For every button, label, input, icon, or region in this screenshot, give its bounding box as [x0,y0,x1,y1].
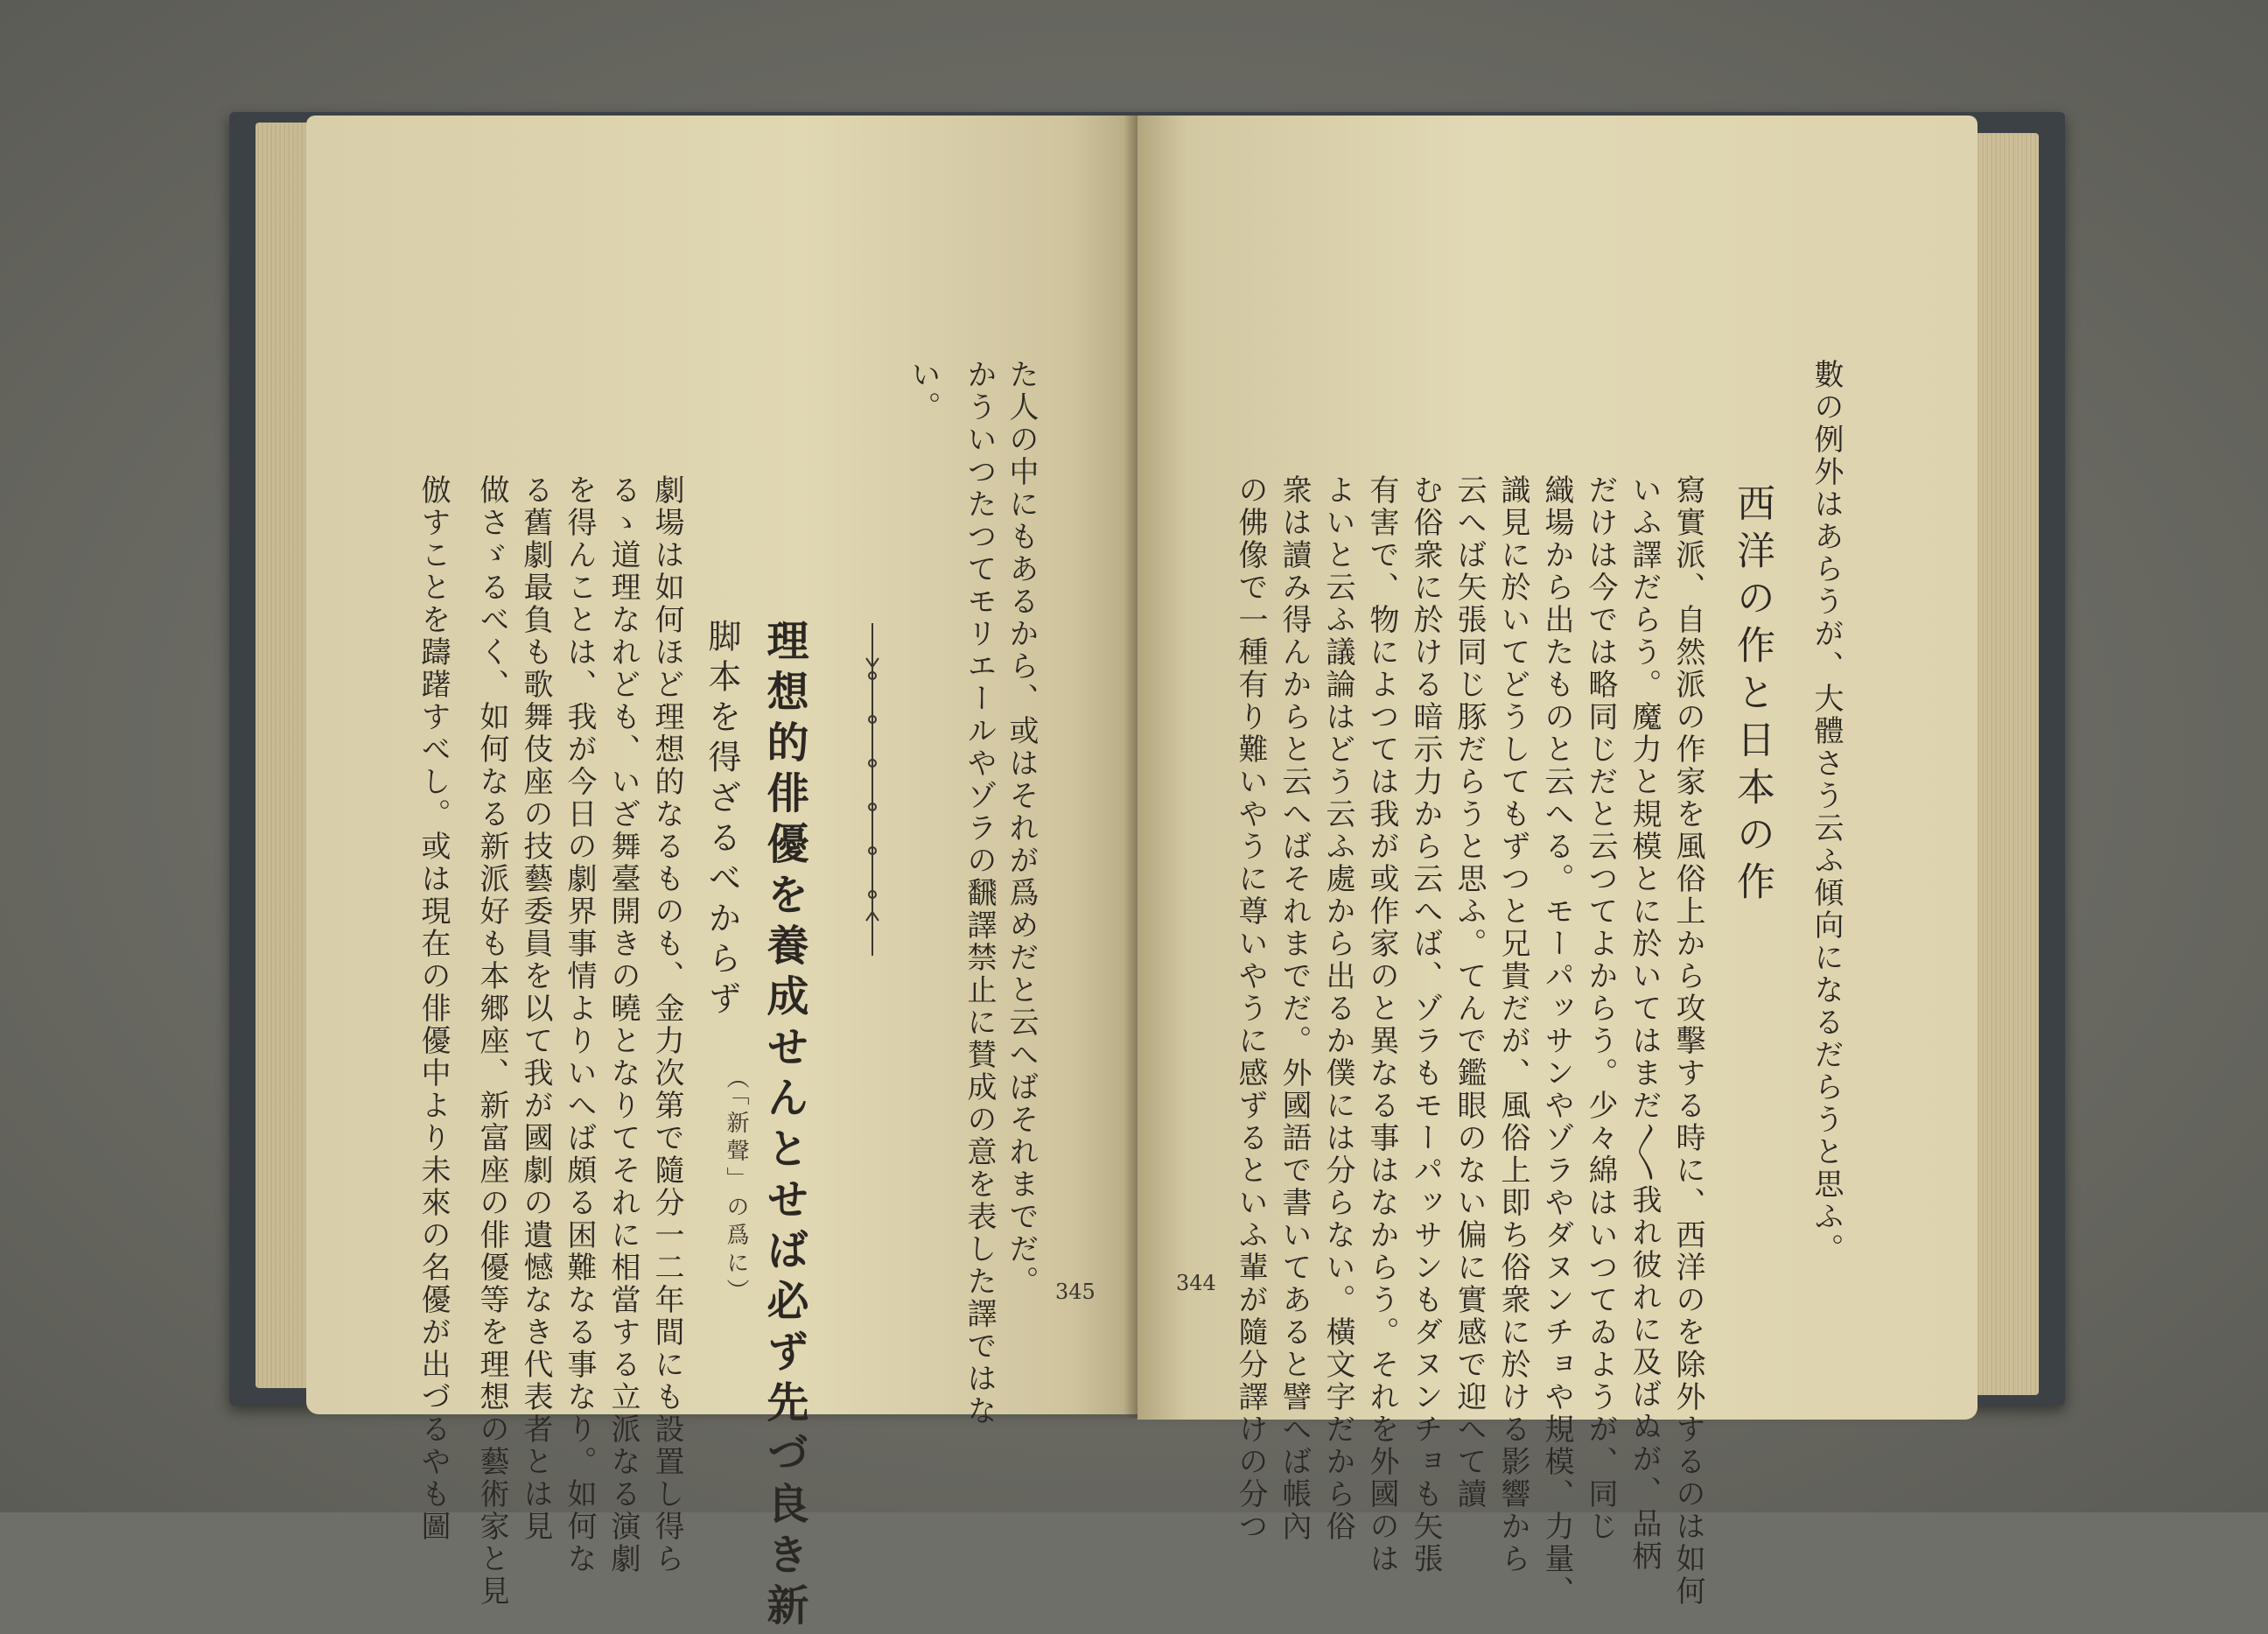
body-line-2: るゝ道理なれども、いざ舞臺開きの曉となりてそれに相當する立派なる演劇 [606,474,640,1575]
body-line-r8: 有害で、物によつては我が或作家のと異なる事はなからう。それを外國のは [1364,474,1399,1575]
body-line-r3: だけは今では略同じだと云つてよからう。少々綿はいつてゐようが、同じ [1583,474,1618,1543]
body-line-4: る舊劇最負も歌舞伎座の技藝委員を以て我が國劇の遺憾なき代表者とは見 [518,474,553,1543]
body-line-r4: 織場から出たものと云へる。モーパッサンやゾラやダヌンチョや規模、力量、 [1539,474,1574,1608]
section-title: 理想的俳優を養成せんとせば必ず先づ良き新 [760,619,808,1634]
continued-line-1: た人の中にもあるから、或はそれが爲めだと云へばそれまでだ。 [1004,359,1039,1298]
body-line-r10: 衆は讀み得んからと云へばそれまでだ。外國語で書いてあると譬へば帳內 [1277,474,1312,1543]
continued-line-right: 數の例外はあらうが、大體さう云ふ傾向になるだらうと思ふ。 [1809,359,1844,1266]
left-page [306,116,1138,1634]
body-line-r1: 寫實派、自然派の作家を風俗上から攻擊する時に、西洋のを除外するのは如何 [1670,474,1705,1608]
page-edges-left [256,123,310,1388]
continued-line-3: い。 [906,359,941,424]
continued-line-2: かういつたつてモリエールやゾラの飜譯禁止に賛成の意を表した譯ではな [962,359,997,1427]
section-title-line2: 脚本を得ざるべからず [703,619,741,1021]
body-line-r11: の佛像で一種有り難いやうに尊いやうに感ずるといふ輩が隨分譯けの分つ [1233,474,1268,1543]
body-line-r9: よいと云ふ議論はどう云ふ處から出るか僕には分らない。橫文字だから俗 [1320,474,1355,1543]
body-line-3: を得んことは、我が今日の劇界事情よりいへば頗る困難なる事なり。如何な [562,474,597,1575]
section-title-right: 西洋の作と日本の作 [1730,483,1774,908]
right-page [1138,116,1978,1608]
body-line-r6: 云へば矢張同じ豚だらうと思ふ。てんで鑑眼のない偏に實感で迎へて讀 [1452,474,1487,1511]
body-line-5: 做さゞるべく、如何なる新派好も本郷座、新富座の俳優等を理想の藝術家と見 [474,474,509,1608]
body-line-r7: む俗衆に於ける暗示力から云へば、ゾラもモーパッサンもダヌンチョも矢張 [1408,474,1443,1575]
section-note: （「新聲」の爲に） [723,1066,749,1307]
body-line-1: 劇場は如何ほど理想的なるものも、金力次第で隨分一二年間にも設置し得ら [649,474,684,1575]
ornament-divider [859,623,886,956]
body-line-6: 倣すことを躊躇すべし。或は現在の俳優中より未來の名優が出づるやも圖 [416,474,451,1543]
page-number-left: 345 [1055,1280,1096,1304]
page-number-right: 344 [1176,1271,1216,1295]
body-line-r2: いふ譯だらう。魔力と規模とに於いてはまだ〳〵我れ彼れに及ばぬが、品柄 [1627,474,1662,1573]
body-line-r5: 識見に於いてどうしてもずつと兄貴だが、風俗上即ち俗衆に於ける影響から [1495,474,1530,1575]
